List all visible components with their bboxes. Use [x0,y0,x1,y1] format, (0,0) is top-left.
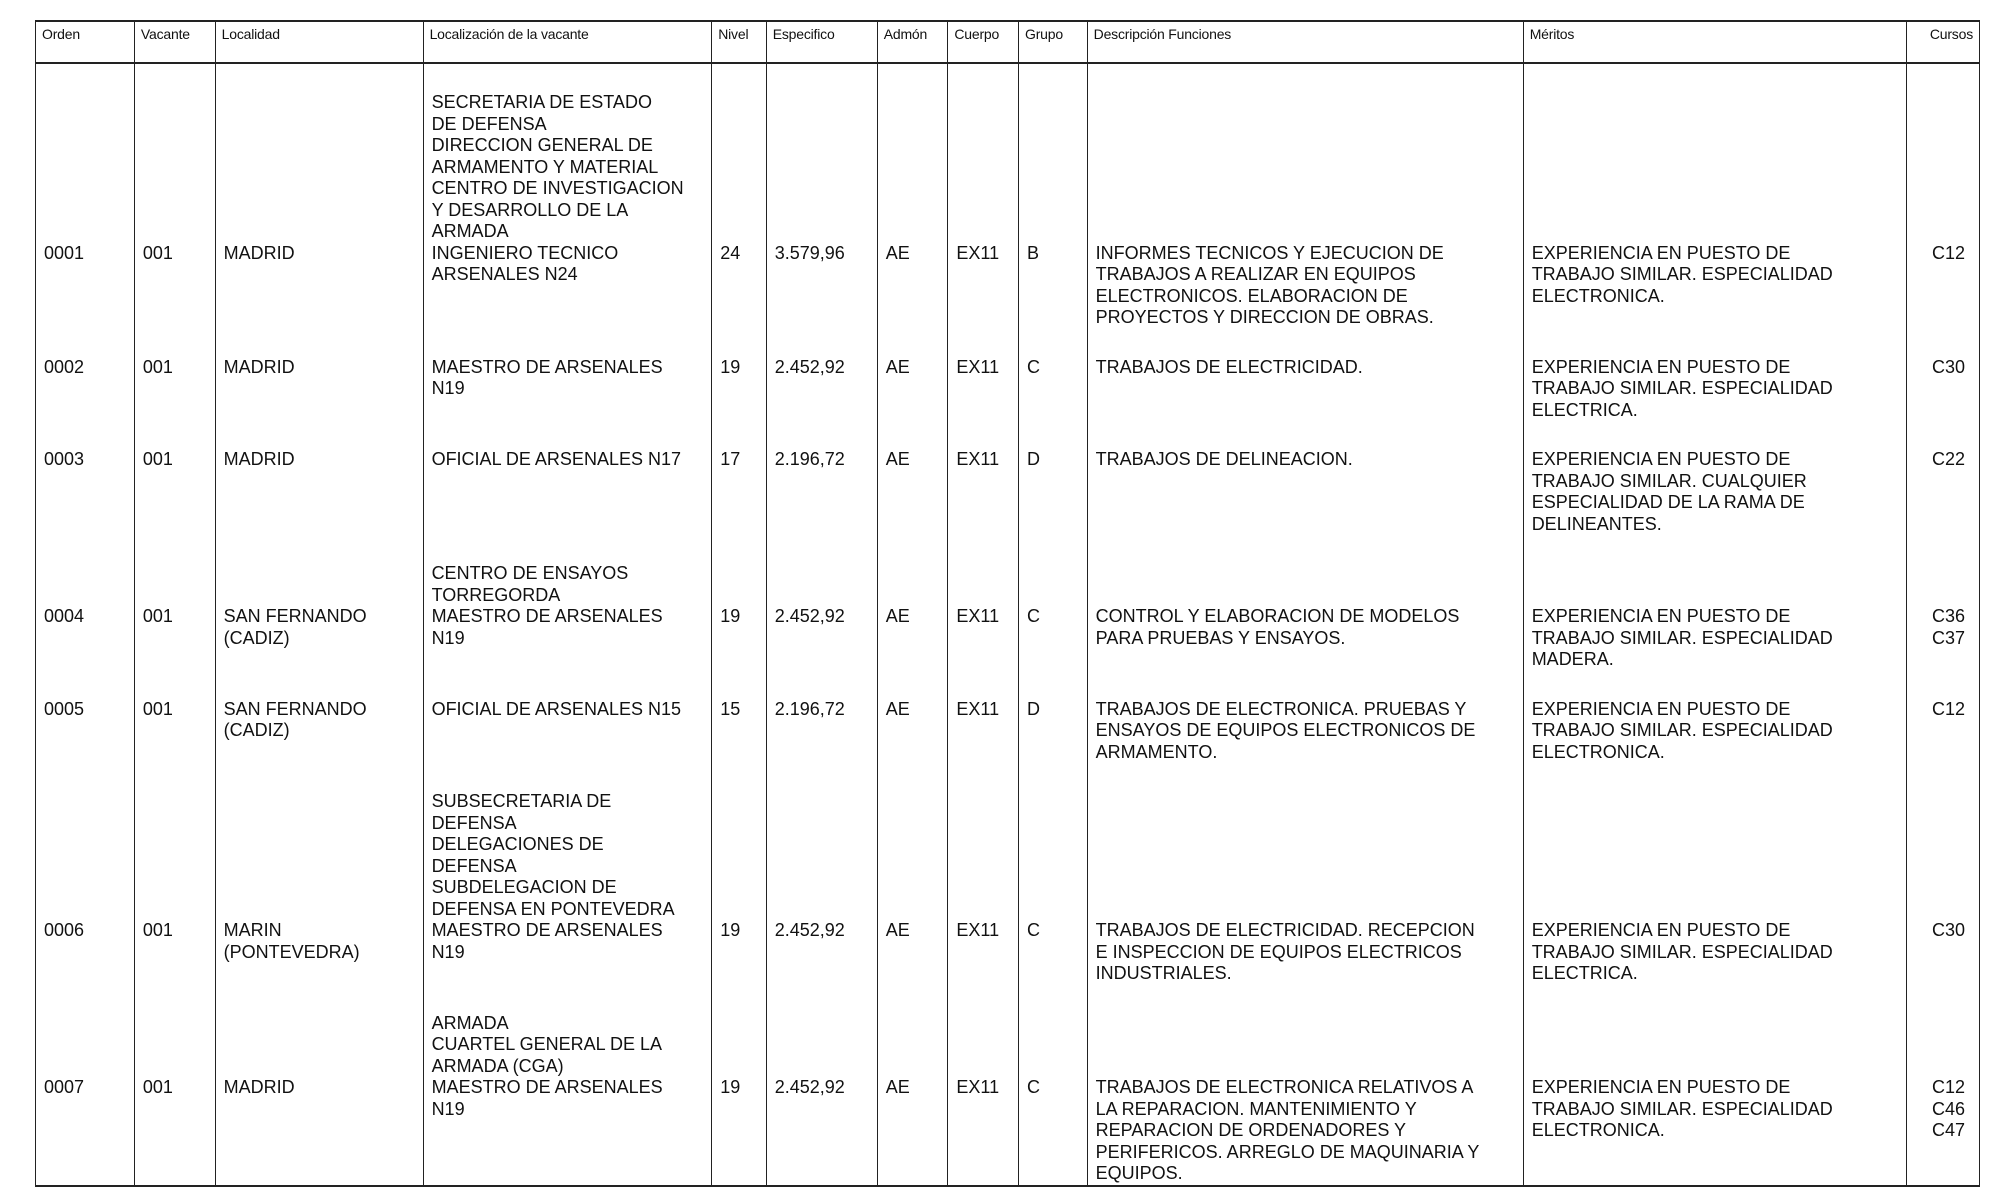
table-row [36,357,1980,422]
table-row [36,92,1980,329]
puesto-line: MAESTRO DE ARSENALES [431,1077,663,1097]
funciones-line: EQUIPOS. [1095,1163,1183,1183]
vacante-value: 001 [142,1077,173,1097]
admon-value: AE [885,1077,910,1097]
localidad-line: MADRID [223,1077,295,1097]
meritos-line: TRABAJO SIMILAR. ESPECIALIDAD [1531,720,1833,740]
cuerpo-value: EX11 [956,356,1000,377]
cell-meritos [1523,791,1907,985]
funciones-line: REPARACION DE ORDENADORES Y [1095,1120,1407,1140]
funciones-line: ARMAMENTO. [1095,741,1218,762]
unidad-line: DE DEFENSA [431,113,547,134]
nivel-value: 19 [720,606,741,626]
cell-cursos [1907,699,1980,764]
funciones-line: INDUSTRIALES. [1095,963,1232,983]
cell-cursos [1907,1013,1980,1185]
localidad-line: MADRID [223,356,295,377]
cell-grupo [1019,449,1088,535]
unidad-line: ARMAMENTO Y MATERIAL [431,156,659,177]
funciones-line: INFORMES TECNICOS Y EJECUCION DE [1095,242,1444,263]
funciones-line: CONTROL Y ELABORACION DE MODELOS [1095,606,1460,626]
nivel-value: 19 [720,920,741,940]
cursos-line: C12 [1931,242,1965,263]
cursos-line: C37 [1931,627,1965,648]
cell-cuerpo [948,357,1019,422]
cell-localizacion [423,449,712,535]
grupo-value: D [1027,698,1041,719]
row-spacer [36,329,1980,357]
cell-especifico [766,563,877,671]
cursos-line: C36 [1931,606,1965,626]
cell-cursos [1907,92,1980,329]
cell-vacante [134,563,215,671]
funciones-line: LA REPARACION. MANTENIMIENTO Y [1095,1098,1417,1119]
cell-orden [36,1013,135,1185]
unidad-line: SUBSECRETARIA DE [431,791,612,811]
cell-meritos [1523,563,1907,671]
meritos-line: EXPERIENCIA EN PUESTO DE [1531,449,1791,469]
meritos-line: TRABAJO SIMILAR. ESPECIALIDAD [1531,1098,1833,1119]
unidad-line: DELEGACIONES DE [431,834,604,854]
meritos-line: ELECTRICA. [1531,963,1638,983]
cuerpo-value: EX11 [956,698,1000,719]
header-especifico: Especifico [766,21,877,63]
unidad-line: SUBDELEGACION DE [431,877,617,897]
grupo-value: C [1027,356,1041,377]
unidad-line: DEFENSA EN PONTEVEDRA [431,898,675,919]
cell-especifico [766,357,877,422]
grupo-value: D [1027,449,1041,469]
header-orden: Orden [36,21,135,63]
meritos-line: ELECTRONICA. [1531,741,1665,762]
cell-vacante [134,699,215,764]
cell-cuerpo [948,1013,1019,1185]
admon-value: AE [885,356,910,377]
especifico-value: 2.452,92 [774,606,845,626]
cell-orden [36,357,135,422]
localidad-line: (PONTEVEDRA) [223,941,360,962]
cell-admon [877,791,948,985]
cell-admon [877,92,948,329]
puesto-line: MAESTRO DE ARSENALES [431,606,663,626]
funciones-line: ENSAYOS DE EQUIPOS ELECTRONICOS DE [1095,720,1476,740]
cell-orden [36,699,135,764]
funciones-line: TRABAJOS DE ELECTRONICA RELATIVOS A [1095,1077,1474,1097]
meritos-line: ELECTRONICA. [1531,285,1665,306]
nivel-value: 19 [720,356,741,377]
meritos-line: EXPERIENCIA EN PUESTO DE [1531,356,1791,377]
cell-cursos [1907,449,1980,535]
meritos-line: EXPERIENCIA EN PUESTO DE [1531,606,1791,626]
cell-cuerpo [948,791,1019,985]
puesto-line: OFICIAL DE ARSENALES N15 [431,698,681,719]
cell-cursos [1907,563,1980,671]
meritos-line: DELINEANTES. [1531,513,1662,534]
header-meritos: Méritos [1523,21,1907,63]
meritos-line: ESPECIALIDAD DE LA RAMA DE [1531,492,1805,512]
orden-value: 0003 [44,449,85,469]
unidad-line: DEFENSA [431,855,517,876]
cursos-line: C22 [1931,449,1965,469]
cell-orden [36,563,135,671]
cuerpo-value: EX11 [956,449,1000,469]
admon-value: AE [885,698,910,719]
cell-vacante [134,92,215,329]
cell-funciones [1087,92,1523,329]
cell-nivel [712,791,767,985]
cell-funciones [1087,699,1523,764]
unidad-line: DEFENSA [431,812,517,833]
orden-value: 0006 [44,920,85,940]
meritos-line: ELECTRONICA. [1531,1120,1665,1140]
especifico-value: 2.452,92 [774,920,845,940]
admon-value: AE [885,606,910,626]
cell-grupo [1019,791,1088,985]
cell-cursos [1907,357,1980,422]
puesto-line: N19 [431,1098,465,1119]
meritos-line: EXPERIENCIA EN PUESTO DE [1531,242,1791,263]
vacante-value: 001 [142,356,173,377]
cell-admon [877,449,948,535]
unidad-line: TORREGORDA [431,584,561,605]
especifico-value: 2.196,72 [774,698,845,719]
meritos-line: TRABAJO SIMILAR. CUALQUIER [1531,470,1807,491]
unidad-line: CENTRO DE INVESTIGACION [431,178,684,198]
cell-funciones [1087,357,1523,422]
meritos-line: ELECTRICA. [1531,399,1638,420]
cell-cuerpo [948,563,1019,671]
cell-localidad [215,1013,423,1185]
cell-localizacion [423,92,712,329]
header-admon: Admón [877,21,948,63]
cell-localidad [215,357,423,422]
cell-orden [36,791,135,985]
unidad-line: ARMADA [431,221,509,241]
cell-nivel [712,1013,767,1185]
vacante-value: 001 [142,449,173,469]
unidad-line: ARMADA (CGA) [431,1055,564,1076]
cuerpo-value: EX11 [956,242,1000,263]
cell-meritos [1523,699,1907,764]
cell-meritos [1523,357,1907,422]
cell-nivel [712,449,767,535]
cell-localizacion [423,563,712,671]
nivel-value: 15 [720,698,741,719]
orden-value: 0002 [44,356,85,377]
cell-especifico [766,791,877,985]
cell-vacante [134,357,215,422]
table-row [36,1013,1980,1185]
unidad-line: CENTRO DE ENSAYOS [431,563,629,583]
cell-funciones [1087,449,1523,535]
unidad-line: DIRECCION GENERAL DE [431,135,653,155]
admon-value: AE [885,449,910,469]
funciones-line: TRABAJOS A REALIZAR EN EQUIPOS [1095,264,1416,284]
cell-meritos [1523,449,1907,535]
cell-cuerpo [948,449,1019,535]
especifico-value: 2.196,72 [774,449,845,469]
meritos-line: TRABAJO SIMILAR. ESPECIALIDAD [1531,378,1833,398]
puesto-line: MAESTRO DE ARSENALES [431,920,663,940]
grupo-value: C [1027,920,1041,940]
cell-localidad [215,563,423,671]
funciones-line: PROYECTOS Y DIRECCION DE OBRAS. [1095,307,1434,327]
header-vacante: Vacante [134,21,215,63]
funciones-line: TRABAJOS DE ELECTRICIDAD. RECEPCION [1095,920,1475,940]
orden-value: 0004 [44,606,85,626]
grupo-value: B [1027,242,1040,263]
table-row [36,563,1980,671]
meritos-line: MADERA. [1531,649,1614,669]
cell-nivel [712,699,767,764]
cell-meritos [1523,92,1907,329]
row-spacer [36,1185,1980,1186]
meritos-line: EXPERIENCIA EN PUESTO DE [1531,920,1791,940]
row-spacer [36,985,1980,1013]
cursos-line: C12 [1931,698,1965,719]
table-body [36,63,1980,1186]
cell-especifico [766,92,877,329]
cuerpo-value: EX11 [956,606,1000,626]
especifico-value: 3.579,96 [774,242,845,263]
header-localizacion: Localización de la vacante [423,21,712,63]
cell-orden [36,449,135,535]
cell-cuerpo [948,699,1019,764]
cell-localidad [215,791,423,985]
cell-localidad [215,699,423,764]
header-funciones: Descripción Funciones [1087,21,1523,63]
localidad-line: MARIN [223,920,282,940]
cell-grupo [1019,699,1088,764]
vacante-value: 001 [142,920,173,940]
vacancies-table [35,20,1980,1187]
puesto-line: INGENIERO TECNICO [431,242,619,263]
row-spacer [36,535,1980,563]
puesto-line: ARSENALES N24 [431,264,578,284]
orden-value: 0007 [44,1077,85,1097]
funciones-line: TRABAJOS DE ELECTRICIDAD. [1095,356,1363,377]
unidad-line: Y DESARROLLO DE LA [431,199,629,220]
puesto-line: N19 [431,627,465,648]
header-row [36,21,1980,63]
nivel-value: 19 [720,1077,741,1097]
nivel-value: 24 [720,242,741,263]
meritos-line: TRABAJO SIMILAR. ESPECIALIDAD [1531,264,1833,284]
cell-localizacion [423,357,712,422]
orden-value: 0005 [44,698,85,719]
cell-admon [877,357,948,422]
cell-meritos [1523,1013,1907,1185]
cell-funciones [1087,1013,1523,1185]
cell-localizacion [423,699,712,764]
puesto-line: N19 [431,378,465,398]
funciones-line: TRABAJOS DE DELINEACION. [1095,449,1353,469]
top-spacer-row [36,63,1980,92]
meritos-line: TRABAJO SIMILAR. ESPECIALIDAD [1531,941,1833,962]
header-grupo: Grupo [1019,21,1088,63]
cell-grupo [1019,92,1088,329]
localidad-line: (CADIZ) [223,627,290,648]
meritos-line: EXPERIENCIA EN PUESTO DE [1531,698,1791,719]
funciones-line: PARA PRUEBAS Y ENSAYOS. [1095,627,1346,648]
cell-vacante [134,449,215,535]
cell-cursos [1907,791,1980,985]
cell-grupo [1019,357,1088,422]
cell-especifico [766,1013,877,1185]
localidad-line: SAN FERNANDO [223,606,367,626]
cursos-line: C12 [1931,1077,1965,1097]
row-spacer [36,421,1980,449]
cursos-line: C47 [1931,1120,1965,1140]
cell-admon [877,1013,948,1185]
funciones-line: TRABAJOS DE ELECTRONICA. PRUEBAS Y [1095,698,1467,719]
localidad-line: SAN FERNANDO [223,698,367,719]
header-localidad: Localidad [215,21,423,63]
table-row [36,791,1980,985]
cell-funciones [1087,791,1523,985]
vacante-value: 001 [142,698,173,719]
table-row [36,699,1980,764]
funciones-line: E INSPECCION DE EQUIPOS ELECTRICOS [1095,941,1462,962]
cell-localidad [215,92,423,329]
cell-especifico [766,449,877,535]
funciones-line: ELECTRONICOS. ELABORACION DE [1095,285,1408,306]
especifico-value: 2.452,92 [774,356,845,377]
localidad-line: (CADIZ) [223,720,290,740]
cell-grupo [1019,1013,1088,1185]
cell-nivel [712,92,767,329]
admon-value: AE [885,242,910,263]
especifico-value: 2.452,92 [774,1077,845,1097]
admon-value: AE [885,920,910,940]
cell-especifico [766,699,877,764]
unidad-line: SECRETARIA DE ESTADO [431,92,652,112]
cell-funciones [1087,563,1523,671]
meritos-line: TRABAJO SIMILAR. ESPECIALIDAD [1531,627,1833,648]
header-nivel: Nivel [712,21,767,63]
cell-cuerpo [948,92,1019,329]
cell-vacante [134,791,215,985]
orden-value: 0001 [44,242,85,263]
unidad-line: CUARTEL GENERAL DE LA [431,1034,662,1054]
puesto-line: MAESTRO DE ARSENALES [431,356,663,377]
cell-localizacion [423,791,712,985]
cell-admon [877,699,948,764]
vacante-value: 001 [142,242,173,263]
localidad-line: MADRID [223,242,295,263]
table-row [36,449,1980,535]
cell-grupo [1019,563,1088,671]
funciones-line: PERIFERICOS. ARREGLO DE MAQUINARIA Y [1095,1141,1480,1162]
cursos-line: C30 [1931,356,1965,377]
row-spacer [36,671,1980,699]
cell-admon [877,563,948,671]
cell-localizacion [423,1013,712,1185]
unidad-line: ARMADA [431,1012,509,1033]
localidad-line: MADRID [223,449,295,469]
header-cuerpo: Cuerpo [948,21,1019,63]
nivel-value: 17 [720,449,741,469]
vacante-value: 001 [142,606,173,626]
cell-localidad [215,449,423,535]
cuerpo-value: EX11 [956,1077,1000,1097]
cell-nivel [712,563,767,671]
cell-orden [36,92,135,329]
row-spacer [36,763,1980,791]
grupo-value: C [1027,1077,1041,1097]
grupo-value: C [1027,606,1041,626]
cursos-line: C46 [1931,1098,1965,1119]
cell-nivel [712,357,767,422]
puesto-line: OFICIAL DE ARSENALES N17 [431,449,681,469]
cuerpo-value: EX11 [956,920,1000,940]
meritos-line: EXPERIENCIA EN PUESTO DE [1531,1077,1791,1097]
header-cursos: Cursos [1907,21,1980,63]
cursos-line: C30 [1931,920,1965,940]
cell-vacante [134,1013,215,1185]
puesto-line: N19 [431,941,465,962]
